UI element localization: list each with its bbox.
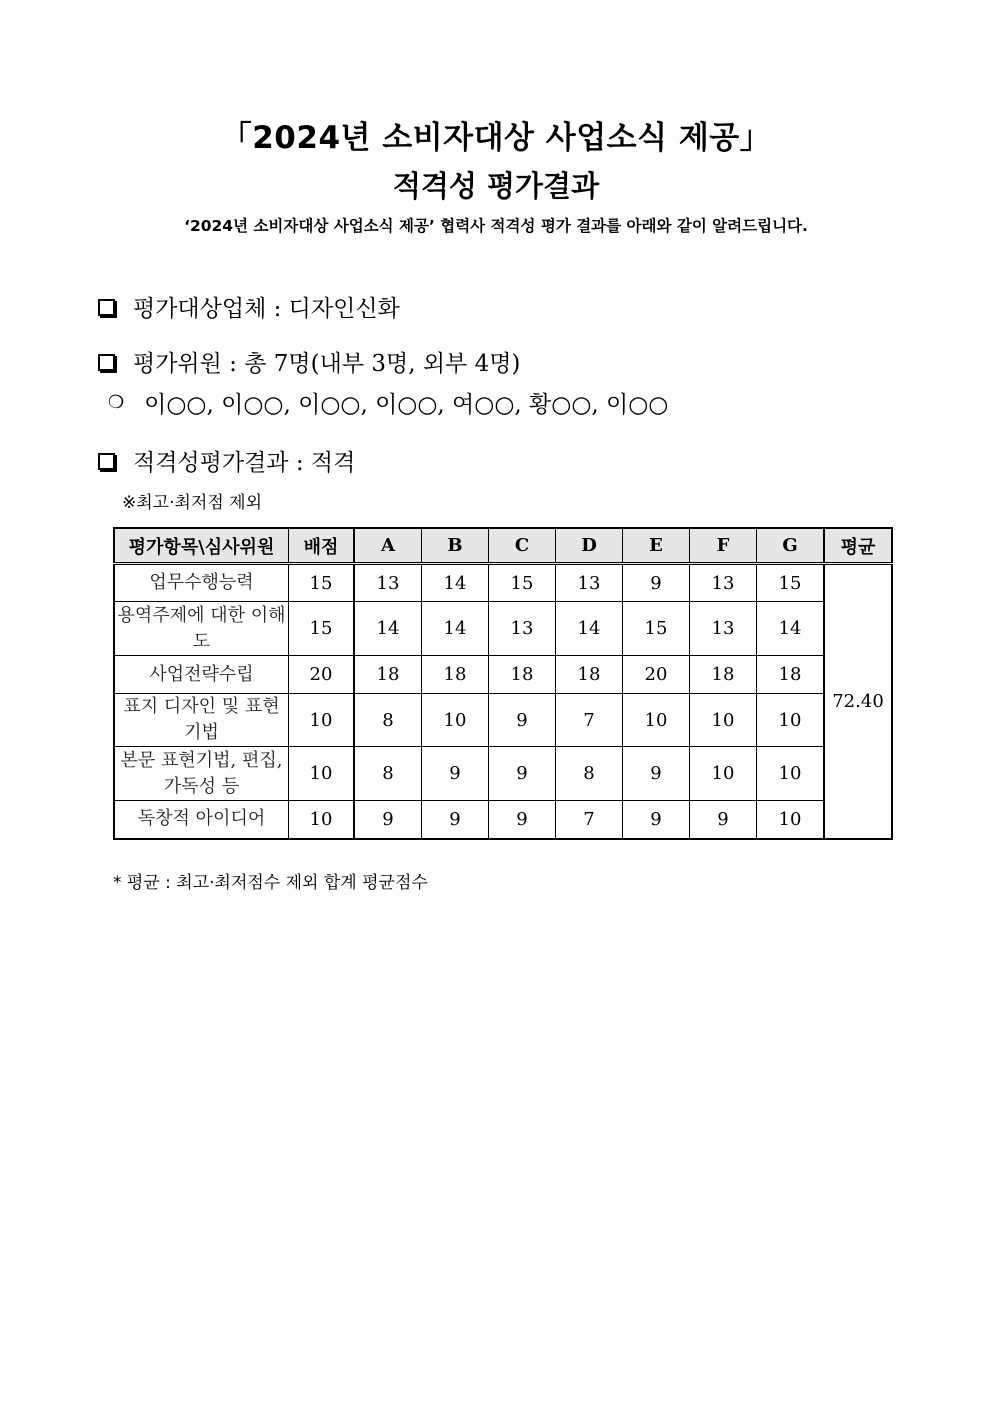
evaluation-item: 사업전략수립	[114, 656, 289, 694]
table-row	[114, 801, 892, 839]
checkbox-bullet-icon	[98, 453, 115, 470]
judge-score: 18	[690, 656, 757, 694]
judge-score: 9	[690, 801, 757, 839]
document-title: 「2024년 소비자대상 사업소식 제공」	[220, 120, 772, 156]
judge-score: 10	[690, 694, 757, 747]
header-judge-f: F	[690, 528, 757, 564]
judge-score: 13	[556, 564, 623, 602]
judge-score: 9	[489, 747, 556, 801]
circle-bullet-icon: ❍	[108, 392, 125, 413]
evaluation-item: 표지 디자인 및 표현기법	[114, 694, 289, 747]
average-score: 72.40	[824, 564, 892, 839]
table-row	[114, 564, 892, 602]
judge-score: 18	[422, 656, 489, 694]
header-item: 평가항목\심사위원	[114, 528, 289, 564]
judge-score: 9	[422, 801, 489, 839]
judge-score: 18	[354, 656, 422, 694]
judge-score: 9	[623, 747, 690, 801]
evaluation-item: 용역주제에 대한 이해도	[114, 602, 289, 656]
footnote: * 평균 : 최고·최저점수 제외 합계 평균점수	[113, 873, 428, 893]
judge-score: 10	[422, 694, 489, 747]
header-max: 배점	[289, 528, 355, 564]
max-score: 10	[289, 694, 355, 747]
target-company-text: 평가대상업체 : 디자인신화	[133, 296, 400, 322]
judge-score: 14	[354, 602, 422, 656]
committee-text: 평가위원 : 총 7명(내부 3명, 외부 4명)	[133, 351, 521, 377]
evaluation-item: 업무수행능력	[114, 564, 289, 602]
judge-score: 9	[623, 801, 690, 839]
judge-score: 18	[556, 656, 623, 694]
judge-score: 13	[354, 564, 422, 602]
judge-score: 10	[757, 801, 825, 839]
section-target	[98, 290, 400, 323]
judge-score: 9	[422, 747, 489, 801]
max-score: 10	[289, 747, 355, 801]
judge-score: 13	[690, 602, 757, 656]
judge-score: 7	[556, 694, 623, 747]
header-average: 평균	[824, 528, 892, 564]
max-score: 10	[289, 801, 355, 839]
result-text: 적격성평가결과 : 적격	[133, 450, 356, 476]
judge-score: 13	[690, 564, 757, 602]
header-judge-b: B	[422, 528, 489, 564]
judge-score: 8	[354, 747, 422, 801]
header-judge-c: C	[489, 528, 556, 564]
judge-score: 15	[757, 564, 825, 602]
section-committee	[98, 345, 520, 378]
table-row	[114, 694, 892, 747]
judge-score: 13	[489, 602, 556, 656]
judge-score: 20	[623, 656, 690, 694]
members-text: 이○○, 이○○, 이○○, 이○○, 여○○, 황○○, 이○○	[144, 392, 669, 418]
judge-score: 8	[556, 747, 623, 801]
table-row	[114, 602, 892, 656]
judge-score: 10	[757, 747, 825, 801]
judge-score: 14	[422, 564, 489, 602]
judge-score: 9	[354, 801, 422, 839]
max-score: 20	[289, 656, 355, 694]
judge-score: 18	[489, 656, 556, 694]
judge-score: 9	[489, 694, 556, 747]
judge-score: 10	[690, 747, 757, 801]
score-table	[113, 527, 893, 840]
committee-members	[108, 386, 668, 419]
evaluation-item: 본문 표현기법, 편집, 가독성 등	[114, 747, 289, 801]
section-result	[98, 444, 355, 477]
header-judge-d: D	[556, 528, 623, 564]
table-row	[114, 747, 892, 801]
judge-score: 10	[757, 694, 825, 747]
table-header-row	[114, 528, 892, 564]
max-score: 15	[289, 564, 355, 602]
intro-text: ‘2024년 소비자대상 사업소식 제공’ 협력사 적격성 평가 결과를 아래와 같이 알려드립니다.	[184, 217, 808, 235]
header-judge-g: G	[757, 528, 825, 564]
document-subtitle: 적격성 평가결과	[392, 169, 600, 203]
judge-score: 8	[354, 694, 422, 747]
judge-score: 14	[556, 602, 623, 656]
judge-score: 14	[757, 602, 825, 656]
judge-score: 15	[623, 602, 690, 656]
evaluation-item: 독창적 아이디어	[114, 801, 289, 839]
judge-score: 14	[422, 602, 489, 656]
header-judge-a: A	[354, 528, 422, 564]
checkbox-bullet-icon	[98, 299, 115, 316]
judge-score: 9	[489, 801, 556, 839]
judge-score: 7	[556, 801, 623, 839]
judge-score: 10	[623, 694, 690, 747]
header-judge-e: E	[623, 528, 690, 564]
exclusion-note: ※최고·최저점 제외	[122, 493, 263, 513]
checkbox-bullet-icon	[98, 354, 115, 371]
judge-score: 18	[757, 656, 825, 694]
judge-score: 15	[489, 564, 556, 602]
judge-score: 9	[623, 564, 690, 602]
table-row	[114, 656, 892, 694]
max-score: 15	[289, 602, 355, 656]
